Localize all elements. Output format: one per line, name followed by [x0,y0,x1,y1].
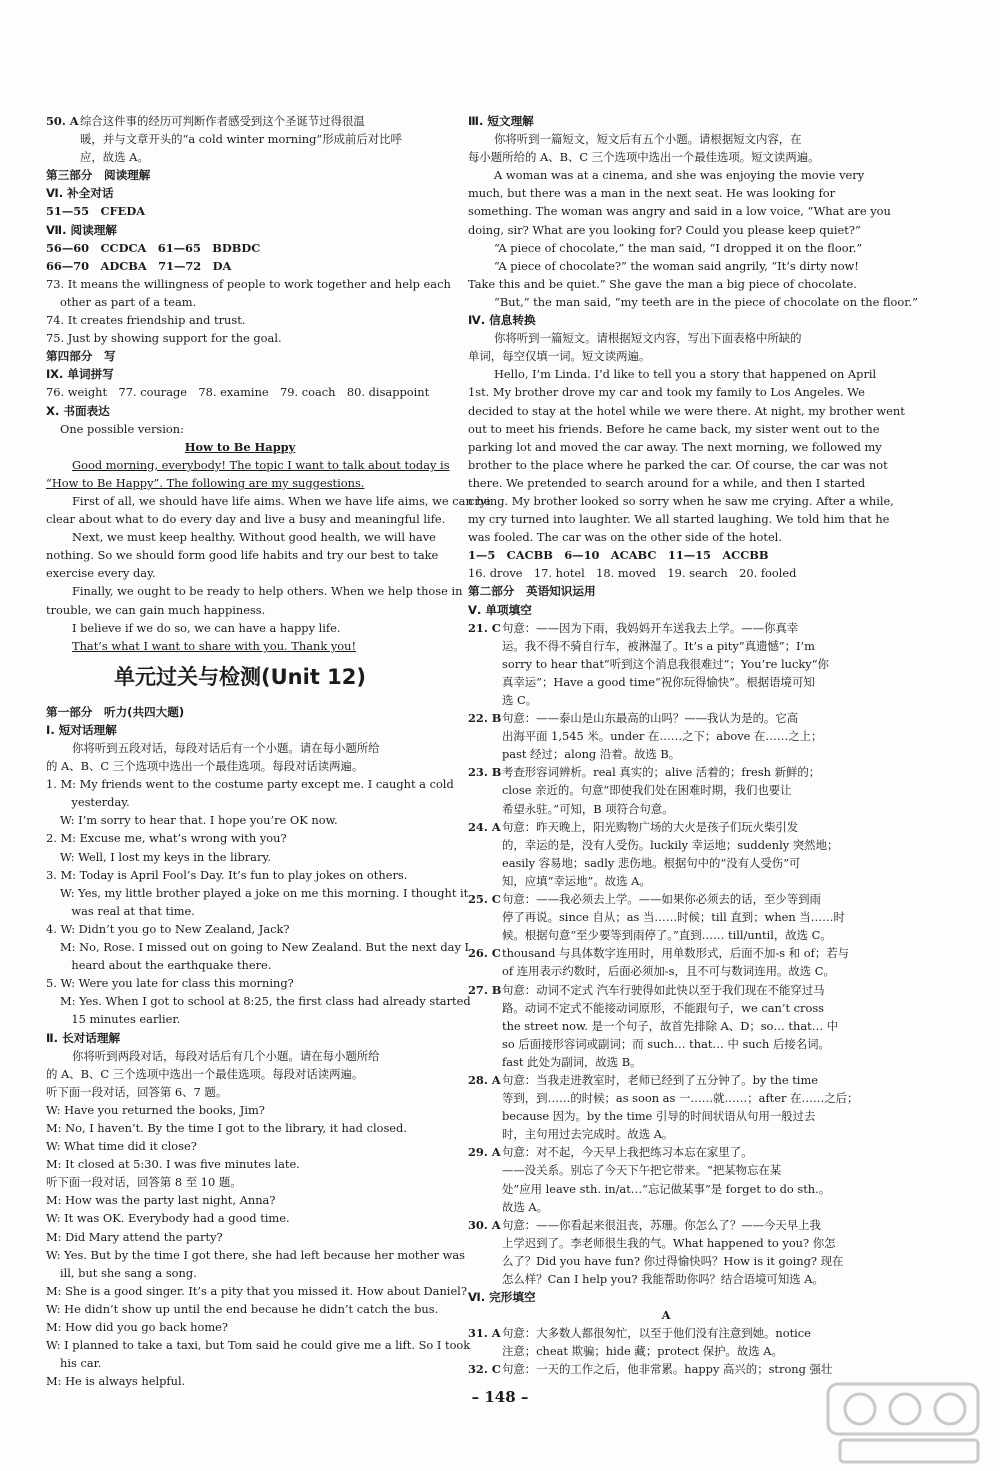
answer-explanation [468,890,864,944]
paragraph-line: 你将听到一篇短文。请根据短文内容，写出下面表格中所缺的 [494,331,802,346]
text-line: W: It was OK. Everybody had a good time. [46,1211,290,1226]
explanation-line: 选 C。 [502,693,538,707]
explanation-text [502,981,864,1071]
explanation-line: 综合这件事的经历可判断作者感受到这个圣诞节过得很温 [80,114,365,128]
answer-number: 30. A [468,1217,501,1232]
text-line: out to meet his friends. Before he came back, my sister went out to the [468,421,880,436]
explanation-line: easily 容易地；sadly 悲伤地。根据句中的“没有人受伤”可 [502,855,801,870]
essay-title [46,438,434,456]
answer-explanation [468,981,864,1071]
answer-number: 27. B [468,982,502,997]
explanation-text [502,890,864,944]
right-column [468,112,918,1379]
explanation-text [502,709,864,763]
text-line: my cry turned into laughter. We all started laughing. We told him that he [468,512,890,527]
explanation-text [502,1071,864,1143]
answer-explanation [468,619,864,709]
paragraph-line: “But,” the man said, “my teeth are in the piece of chocolate on the floor.” [494,294,918,309]
text-line: W: What time did it close? [46,1139,197,1154]
explanation-line: of 连用表示约数时，后面必须加-s，且不可与数词连用。故选 C。 [502,964,835,979]
paragraph-line: 你将听到两段对话，每段对话后有几个小题。请在每小题所给 [72,1048,380,1063]
text-line: doing, sir? What are you looking for? Could you please keep quiet?” [468,222,861,237]
text-line: heard about the earthquake there. [60,958,272,973]
explanation-line: 考查形容词辨析。real 真实的；alive 活着的；fresh 新鲜的； [502,765,821,780]
text-line: M: How did you go back home? [46,1320,228,1334]
underlined-line [46,637,434,655]
answer-number: 22. B [468,711,502,726]
text-line: M: It closed at 5:30. I was five minutes late. [46,1157,300,1172]
text-line: M: How was the party last night, Anna? [46,1193,276,1208]
text-line: M: She is a good singer. It’s a pity that you missed it. How about Daniel? [46,1283,467,1298]
answer-explanation [468,1324,864,1360]
explanation-line: 句意：——泰山是山东最高的山吗？——我认为是的。它高 [502,711,799,726]
section-heading: 第四部分 写 [46,349,116,364]
paragraph-line: “A piece of chocolate?” the woman said angrily, “It’s dirty now! [494,258,859,273]
text-line: 的 A、B、C 三个选项中选出一个最佳选项。每段对话读两遍。 [46,759,364,774]
explanation-line: 上学迟到了。李老师很生我的气。What happened to you? 你怎 [502,1235,836,1250]
explanation-line: 句意：一天的工作之后，他非常累。happy 高兴的；strong 强壮 [502,1362,833,1377]
paragraph-line: 你将听到一篇短文，短文后有五个小题。请根据短文内容，在 [494,132,802,147]
answer-number: 29. A [468,1145,501,1160]
explanation-line: 句意：对不起，今天早上我把练习本忘在家里了。 [502,1145,753,1160]
explanation-line: 句意：动词不定式 汽车行驶得如此快以至于我们现在不能穿过马 [502,982,825,997]
answer-explanation [468,763,864,817]
section-heading: Ⅵ. 完形填空 [468,1290,536,1305]
text-line: brother to the place where he parked the car. Of course, the car was not [468,457,888,472]
answer-explanation [468,1216,864,1288]
explanation-line: 运。我不得不骑自行车，被淋湿了。It’s a pity“真遗憾”；I’m [502,638,815,653]
text-line: Take this and be quiet.” She gave the man a big piece of chocolate. [468,276,857,291]
text-line: 3. M: Today is April Fool’s Day. It’s fun to play jokes on others. [46,867,408,882]
section-heading: Ⅳ. 信息转换 [468,313,536,328]
text-line: there. We pretended to search around for a while, and then I started [468,475,866,490]
answer-number: 28. A [468,1072,501,1087]
explanation-line: 候。根据句意“至少要等到雨停了。”直到…… till/until，故选 C。 [502,928,832,943]
explanation-line: 时，主句用过去完成时。故选 A。 [502,1127,674,1142]
text-line: M: Yes. When I got to school at 8:25, the first class had already started [60,994,471,1009]
section-heading: Ⅵ. 补全对话 [46,186,114,201]
text-line: decided to stay at the hotel while we were there. At night, my brother went [468,403,905,418]
section-heading: Ⅲ. 短文理解 [468,114,534,128]
answer-key: 51—55 CFEDA [46,204,146,219]
text-line: his car. [60,1356,102,1371]
underlined-text: Good morning, everybody! The topic I want to talk about today is [72,457,450,472]
text-line: W: Have you returned the books, Jim? [46,1102,265,1117]
watermark-logo [820,1380,990,1466]
text-line: M: No, Rose. I missed out on going to New Zealand. But the next day I [60,940,470,955]
text-line: 每小题所给的 A、B、C 三个选项中选出一个最佳选项。短文读两遍。 [468,150,820,165]
underlined-text: “How to Be Happy”. The following are my suggestions. [46,475,365,490]
explanation-line: 句意：大多数人都很匆忙，以至于他们没有注意到她。notice [502,1326,811,1341]
essay-title-text: How to Be Happy [184,439,296,454]
unit-title: 单元过关与检测(Unit 12) [114,664,366,689]
text-line: W: I planned to take a taxi, but Tom said he could give me a lift. So I took [46,1338,471,1353]
explanation-line: 注意；cheat 欺骗；hide 藏；protect 保护。故选 A。 [502,1344,783,1359]
explanation-text [502,763,864,817]
section-heading: Ⅴ. 单项填空 [468,602,532,617]
explanation-line: 出海平面 1,545 米。under 在……之下；above 在……之上； [502,729,823,744]
explanation-line: 暖，并与文章开头的“a cold winter morning”形成前后对比呼 [80,132,402,147]
text-line: W: Yes. But by the time I got there, she had left because her mother was [46,1247,466,1262]
paragraph-line: Next, we must keep healthy. Without good health, we will have [72,530,436,545]
answer-explanation [468,1360,864,1378]
explanation-line: fast 此处为副词，故选 B。 [502,1054,642,1069]
explanation-text [502,1360,864,1378]
text-line: crying. My brother looked so sorry when he saw me crying. After a while, [468,493,894,508]
explanation-text [502,1216,864,1288]
explanation-line: 句意：——因为下雨，我妈妈开车送我去上学。——你真幸 [502,620,799,635]
text-line: 4. W: Didn’t you go to New Zealand, Jack? [46,921,290,936]
explanation-line: 么了？Did you have fun? 你过得愉快吗？How is it going? 现在 [502,1253,844,1268]
text-line: was real at that time. [60,903,195,918]
text-line: M: Did Mary attend the party? [46,1229,223,1244]
section-heading: Ⅸ. 单词拼写 [46,367,114,382]
answer-explanation [46,112,434,166]
text-line: ill, but she sang a song. [60,1265,197,1280]
explanation-line: thousand 与具体数字连用时，用单数形式，后面不加-s 和 of；若与 [502,946,849,961]
paragraph-line: 你将听到五段对话，每段对话后有一个小题。请在每小题所给 [72,741,380,755]
underlined-line [46,456,450,474]
text-line: clear about what to do every day and live a busy and meaningful life. [46,512,446,527]
explanation-line: 希望永驻。”可知，B 项符合句意。 [502,801,674,816]
answer-number: 21. C [468,620,501,635]
answer-explanation [468,944,864,980]
text-line: W: Yes, my little brother played a joke on me this morning. I thought it [60,885,469,900]
answer-key: 66—70 ADCBA 71—72 DA [46,258,232,273]
explanation-line: the street now. 是一个句子，故首先排除 A、D；so… that… 中 [502,1018,839,1033]
text-line: W: I’m sorry to hear that. I hope you’re OK now. [60,813,338,828]
section-heading: 第二部分 英语知识运用 [468,584,596,599]
section-heading: Ⅹ. 书面表达 [46,403,110,418]
explanation-text [502,1324,864,1360]
explanation-line: 真幸运”；Have a good time“祝你玩得愉快”。根据语境可知 [502,674,815,689]
text-line: 75. Just by showing support for the goal. [46,331,282,346]
answer-key: 1—5 CACBB 6—10 ACABC 11—15 ACCBB [468,548,769,563]
text-line: trouble, we can gain much happiness. [46,602,266,617]
explanation-line: 句意：——我必须去上学。——如果你必须去的话，至少等到雨 [502,892,821,907]
text-line: 听下面一段对话，回答第 6、7 题。 [46,1084,228,1099]
text-line: 1st. My brother drove my car and took my family to Los Angeles. We [468,385,865,400]
explanation-line: 知，应填“幸运地”。故选 A。 [502,873,651,888]
text-line: was fooled. The car was on the other side of the hotel. [468,530,782,545]
text-line: 5. W: Were you late for class this morning? [46,976,294,991]
section-heading: Ⅶ. 阅读理解 [46,222,117,237]
explanation-line: ——没关系。别忘了今天下午把它带来。“把某物忘在某 [502,1163,782,1178]
paragraph-line: Finally, we ought to be ready to help others. When we help those in [72,584,463,599]
explanation-line: 句意：当我走进教室时，老师已经到了五分钟了。by the time [502,1072,818,1087]
explanation-line: 故选 A。 [502,1199,549,1214]
passage-label: A [661,1308,671,1323]
explanation-text [502,818,864,890]
paragraph-line: Hello, I’m Linda. I’d like to tell you a story that happened on April [494,367,877,382]
section-heading: Ⅰ. 短对话理解 [46,722,117,737]
section-heading: 第一部分 听力(共四大题) [46,704,185,719]
text-line: yesterday. [60,795,130,810]
explanation-line: close 亲近的。句意“即使我们处在困难时期，我们也要让 [502,783,792,798]
answer-number: 23. B [468,765,502,780]
explanation-line: sorry to hear that“听到这个消息我很难过”；You’re lucky“你 [502,656,829,671]
paragraph-line: First of all, we should have life aims. When we have life aims, we can be [72,493,491,508]
paragraph-line: A woman was at a cinema, and she was enjoying the movie very [494,168,865,183]
underlined-line [46,474,434,492]
explanation-line: past 经过；along 沿着。故选 B。 [502,747,681,762]
text-line: parking lot and moved the car away. The next morning, we followed my [468,439,882,454]
explanation-text [502,1143,864,1215]
underlined-text: That’s what I want to share with you. Thank you! [72,638,357,653]
answer-number: 32. C [468,1362,501,1377]
section-heading: Ⅱ. 长对话理解 [46,1030,121,1045]
text-line: something. The woman was angry and said in a low voice, “What are you [468,204,891,219]
explanation-line: 句意：昨天晚上，阳光购物广场的大火是孩子们玩火柴引发 [502,819,799,834]
answer-number: 31. A [468,1326,501,1341]
text-line: 1. M: My friends went to the costume party except me. I caught a cold [46,777,454,792]
page-number: – 148 – [471,1388,529,1406]
text-line: M: He is always helpful. [46,1374,186,1389]
answer-number: 50. A [46,114,79,128]
explanation-line: 等到，到……的时候；as soon as 一……就……；after 在……之后； [502,1091,859,1106]
section-heading: 第三部分 阅读理解 [46,168,151,183]
explanation-line: because 因为。by the time 引导的时间状语从句用一般过去 [502,1109,816,1124]
explanation-line: 路。动词不定式不能接动词原形，不能跟句子，we can’t cross [502,1000,825,1015]
text-line: other as part of a team. [60,294,197,309]
text-line: One possible version: [60,421,184,436]
text-line: M: No, I haven’t. By the time I got to the library, it had closed. [46,1120,407,1135]
text-line: 的 A、B、C 三个选项中选出一个最佳选项。每段对话读两遍。 [46,1066,364,1081]
explanation-line: 停了再说。since 自从；as 当……时候；till 直到；when 当……时 [502,910,845,925]
explanation-line: 怎么样？Can I help you? 我能帮助你吗？结合语境可知选 A。 [502,1272,824,1286]
explanation-line: 句意：——你看起来很沮丧，苏珊。你怎么了？——今天早上我 [502,1217,821,1232]
answer-explanation [468,1143,864,1215]
text-line: 74. It creates friendship and trust. [46,313,246,328]
text-line: 单词，每空仅填一词。短文读两遍。 [468,349,651,364]
text-line: W: Well, I lost my keys in the library. [60,849,271,864]
text-line: 73. It means the willingness of people to work together and help each [46,276,451,291]
text-line: W: He didn’t show up until the end because he didn’t catch the bus. [46,1301,439,1316]
answer-number: 25. C [468,892,501,907]
text-line: much, but there was a man in the next seat. He was looking for [468,186,836,201]
text-line: 2. M: Excuse me, what’s wrong with you? [46,831,287,846]
text-line: exercise every day. [46,566,156,581]
explanation-line: 处”应用 leave sth. in/at…“忘记做某事”是 forget to do sth.。 [502,1181,831,1196]
paragraph-line: I believe if we do so, we can have a happy life. [72,620,341,635]
explanation-text [502,944,864,980]
answer-number: 24. A [468,819,501,834]
answer-explanation [468,1071,864,1143]
explanation-text [80,112,434,166]
explanation-line: 的，幸运的是，没有人受伤。luckily 幸运地；suddenly 突然地； [502,837,839,852]
text-line: 听下面一段对话，回答第 8 至 10 题。 [46,1175,242,1190]
paragraph-line: “A piece of chocolate,” the man said, “I dropped it on the floor.” [494,240,863,255]
answer-key: 56—60 CCDCA 61—65 BDBDC [46,240,261,255]
explanation-text [502,619,864,709]
text-line: 76. weight 77. courage 78. examine 79. coach 80. disappoint [46,385,430,400]
answer-explanation [468,709,864,763]
answer-explanation [468,818,864,890]
text-line: 16. drove 17. hotel 18. moved 19. search 20. fooled [468,566,797,581]
explanation-line: so 后面接形容词或副词；而 such… that… 中 such 后接名词。 [502,1036,830,1051]
text-line: 15 minutes earlier. [60,1012,181,1027]
explanation-line: 应，故选 A。 [80,150,149,165]
answer-number: 26. C [468,946,501,961]
text-line: nothing. So we should form good life habits and try our best to take [46,548,439,563]
